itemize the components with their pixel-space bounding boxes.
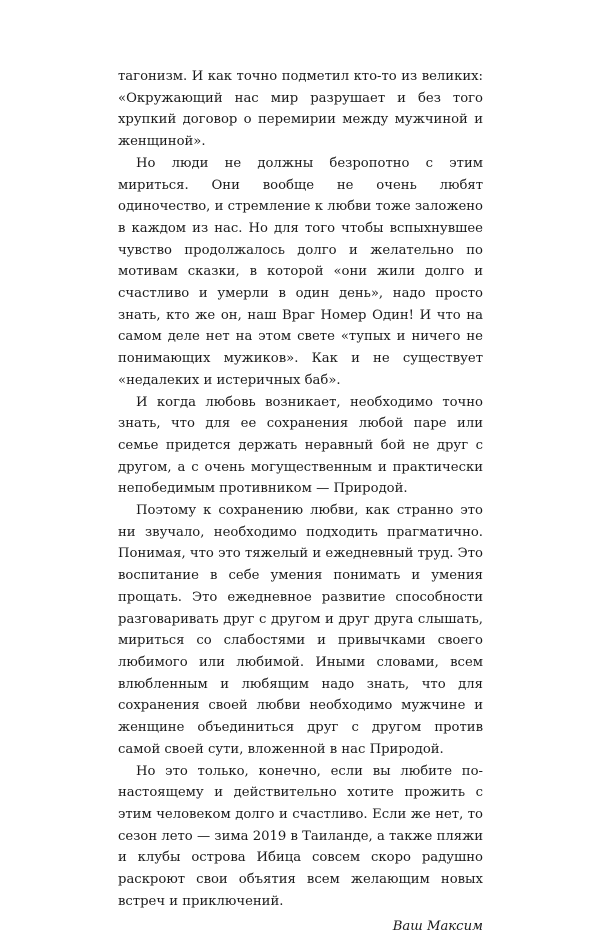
paragraph-1: тагонизм. И как точно подметил кто-то из великих: «Окружающий нас мир разрушает и без того хрупкий договор о перемирии между мужчиной и женщиной». [118,69,483,150]
paragraph-5: Но это только, конечно, если вы любите по-настоящему и действительно хотите прожить с этим человеком долго и счастливо. Если же нет, то сезон лето — зима 2019 в Таиланде, а также пляжи и клубы острова Ибица совсем скоро радушно раскроют свои объятия всем желающим новых встреч и приключений. [118,763,483,909]
paragraph-2: Но люди не должны безропотно с этим мириться. Они вообще не очень любят одиночество, и стремление к любви тоже заложено в каждом из нас. Но для того чтобы вспыхнувшее чувство продолжалось долго и желательно по мотивам сказки, в которой «они жили долго и счастливо и умерли в один день», надо просто знать, кто же он, наш Враг Номер Один! И что на самом деле нет на этом свете «тупых и ничего не понимающих мужиков». Как и не существует «недалеких и истеричных баб». [118,155,483,388]
paragraph-3: И когда любовь возникает, необходимо точно знать, что для ее сохранения любой паре или семье придется держать неравный бой не друг с другом, а с очень могущественным и практически непобедимым противником — Природой. [118,394,483,497]
author-signature: Ваш Максим [392,919,483,935]
book-page-text [118,66,483,938]
paragraph-4: Поэтому к сохранению любви, как странно это ни звучало, необходимо подходить прагматично. Понимая, что это тяжелый и ежедневный труд. Это воспитание в себе умения понимать и умения прощать. Это ежедневное развитие способности разговаривать друг с другом и друг друга слышать, мириться со слабостями и привычками своего любимого или любимой. Иными словами, всем влюбленным и любящим надо знать, что для сохранения своей любви необходимо мужчине и женщине объединиться друг с другом против самой своей сути, вложенной в нас Природой. [118,503,483,757]
